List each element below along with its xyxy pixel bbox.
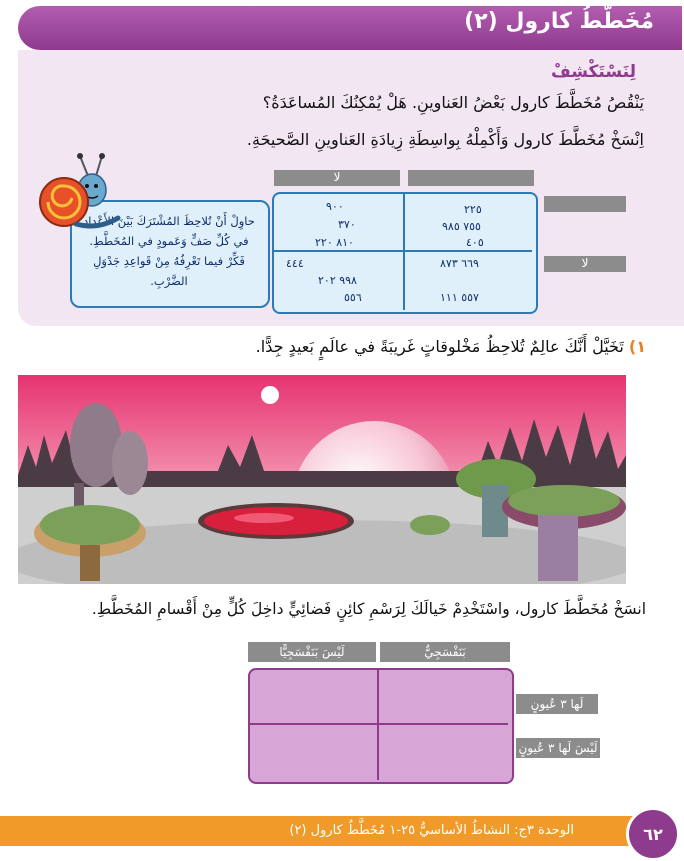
discover-heading: لِنَسْتَكْشِفْ: [551, 62, 636, 82]
question-text: تَخَيَّلْ أَنَّكَ عالِمٌ تُلاحِظُ مَخْلوقاتٍ غَريبَةً في عالَمٍ بَعيدٍ جِدًّا.: [255, 337, 624, 356]
diagram2-row-header-three-eyes: لَها ٣ عُيونٍ: [516, 694, 598, 714]
diagram2-col-header-not-purple: لَيْسَ بَنَفْسَجِيًّا: [248, 642, 376, 662]
carroll-diagram-2: [248, 668, 514, 784]
grid-divider: [274, 250, 532, 252]
cell-numbers: ٣٧٠: [338, 218, 356, 231]
grid-divider: [403, 194, 405, 310]
diagram1-row-header-bottom: لا: [544, 256, 626, 272]
instruction-text-line: اِنْسَخْ مُخَطَّطَ كارول وَأَكْمِلْهُ بِواسِطَةِ زِيادَةِ العَناوينِ الصَّحيحَةِ.: [246, 130, 644, 149]
alien-landscape-illustration: [18, 375, 626, 584]
cell-numbers: ٥٥٦: [344, 291, 362, 304]
tip-text: حاوِلْ أَنْ تُلاحِظَ المُشْتَرَكَ بَيْنَ الأَعْدادِ في كُلِّ صَفٍّ وَعَمودٍ في المُخَطَّطِ. فَكِّرْ فيما تَعْرِفُهُ مِنْ قَواعِدِ جَدْوَلِ الضَّرْبِ.: [83, 214, 255, 288]
cell-numbers: ٢٢٥: [464, 203, 482, 216]
cell-numbers: ٩٩٨ ٢٠٢: [318, 274, 357, 287]
intro-text-line: يَنْقُصُ مُخَطَّطَ كارول بَعْضُ العَناوينِ. هَلْ يُمْكِنُكَ المُساعَدَةُ؟: [262, 93, 644, 112]
diagram2-col-header-purple: بَنَفْسَجِيٌّ: [380, 642, 510, 662]
snail-mascot-icon: [32, 150, 124, 232]
instruction-text: انسَخْ مُخَطَّطَ كارول، واسْتَخْدِمْ خَيالَكَ لِرَسْمِ كائِنٍ فَضائِيٍّ داخِلَ كُلٍّ مِنْ أَقْسامِ المُخَطَّطِ.: [91, 600, 646, 618]
cell-numbers: ٤٤٤: [286, 257, 304, 270]
cell-numbers: ٤٠٥: [466, 236, 484, 249]
cell-numbers: ٩٠٠: [326, 200, 344, 213]
cell-numbers: ٧٥٥ ٩٨٥: [442, 220, 481, 233]
diagram1-col-header-left: لا: [274, 170, 400, 186]
diagram1-col-header-right: [408, 170, 534, 186]
question-number: ١): [628, 337, 646, 356]
page-number: ٦٢: [626, 807, 680, 861]
page-title: مُخَطَّطُ كارول (٢): [464, 9, 654, 34]
grid-divider: [250, 723, 508, 725]
cell-numbers: ٦٦٩ ٨٧٣: [440, 257, 479, 270]
carroll-diagram-1: [272, 192, 538, 314]
diagram1-row-header-top: [544, 196, 626, 212]
footer-text: الوحدة ٣ج: النشاطُ الأساسيُّ ٢٥-١ مُخَطَّطُ كارول (٢): [289, 823, 574, 838]
grid-divider: [377, 670, 379, 780]
cell-numbers: ٥٥٧ ١١١: [440, 291, 479, 304]
question-1: [256, 337, 646, 356]
diagram2-row-header-not-three-eyes: لَيْسَ لَها ٣ عُيونٍ: [516, 738, 600, 758]
cell-numbers: ٨١٠ ٢٢٠: [315, 236, 354, 249]
